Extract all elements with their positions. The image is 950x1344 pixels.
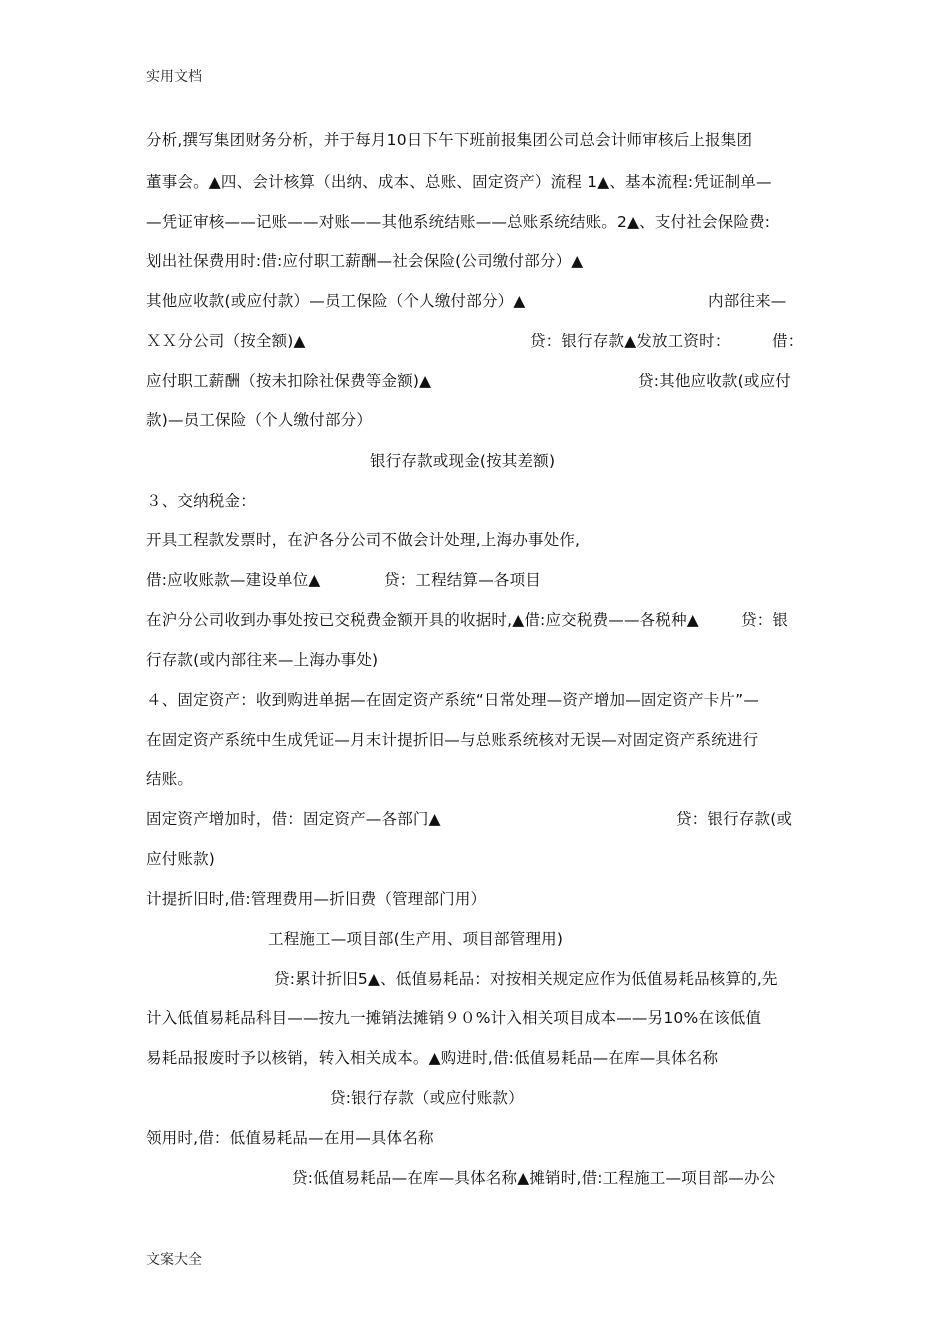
text-line: 应付账款)	[146, 850, 216, 868]
text-line: ＸＸ分公司（按全额)▲	[146, 332, 306, 350]
text-line: 在固定资产系统中生成凭证—月末计提折旧—与总账系统核对无误—对固定资产系统进行	[146, 731, 759, 749]
text-line: 借：	[772, 332, 804, 350]
text-line: 划出社保费用时:借:应付职工薪酬—社会保险(公司缴付部分）▲	[146, 252, 584, 270]
text-line: 银行存款或现金(按其差额)	[370, 452, 556, 470]
text-line: 借:应收账款—建设单位▲	[146, 571, 321, 589]
text-line: 贷：银	[741, 611, 789, 629]
text-line: 固定资产增加时，借：固定资产—各部门▲	[146, 810, 441, 828]
text-line: 工程施工—项目部(生产用、项目部管理用)	[268, 930, 564, 948]
text-line: 行存款(或内部往来—上海办事处)	[146, 651, 379, 669]
page-header: 实用文档	[146, 69, 202, 85]
text-line: 其他应收款(或应付款）—员工保险（个人缴付部分）▲	[146, 292, 526, 310]
text-line: 贷：银行存款▲发放工资时：	[530, 332, 731, 350]
text-line: 款)—员工保险（个人缴付部分）	[146, 411, 373, 429]
text-line: 贷：银行存款(或	[676, 810, 793, 828]
text-line: 开具工程款发票时，在沪各分公司不做会计处理,上海办事处作,	[146, 531, 581, 549]
text-line: 贷:累计折旧5▲、低值易耗品：对按相关规定应作为低值易耗品核算的,先	[274, 970, 778, 988]
text-line: 计提折旧时,借:管理费用—折旧费（管理部门用）	[146, 890, 487, 908]
text-line: 董事会。▲四、会计核算（出纳、成本、总账、固定资产）流程 1▲、基本流程:凭证制单—	[146, 173, 772, 191]
text-line: 贷:低值易耗品—在库—具体名称▲摊销时,借:工程施工—项目部—办公	[292, 1169, 776, 1187]
text-line: ３、交纳税金：	[146, 492, 256, 510]
text-line: 结账。	[146, 770, 194, 788]
text-line: ４、固定资产：收到购进单据—在固定资产系统“日常处理—资产增加—固定资产卡片”—	[146, 691, 760, 709]
text-line: 分析,撰写集团财务分析，并于每月10日下午下班前报集团公司总会计师审核后上报集团	[146, 131, 753, 149]
text-line: 内部往来—	[708, 292, 787, 310]
text-line: —凭证审核——记账——对账——其他系统结账——总账系统结账。2▲、支付社会保险费:	[146, 213, 771, 231]
text-line: 计入低值易耗品科目——按九一摊销法摊销９０%计入相关项目成本——另10%在该低值	[146, 1009, 762, 1027]
page-footer: 文案大全	[146, 1252, 202, 1268]
text-line: 贷:其他应收款(或应付	[638, 372, 791, 390]
text-line: 贷:银行存款（或应付账款）	[330, 1089, 524, 1107]
text-line: 贷：工程结算—各项目	[384, 571, 542, 589]
text-line: 在沪分公司收到办事处按已交税费金额开具的收据时,▲借:应交税费——各税种▲	[146, 611, 699, 629]
text-line: 领用时,借：低值易耗品—在用—具体名称	[146, 1129, 434, 1147]
text-line: 应付职工薪酬（按未扣除社保费等金额)▲	[146, 372, 432, 390]
text-line: 易耗品报废时予以核销，转入相关成本。▲购进时,借:低值易耗品—在库—具体名称	[146, 1049, 719, 1067]
